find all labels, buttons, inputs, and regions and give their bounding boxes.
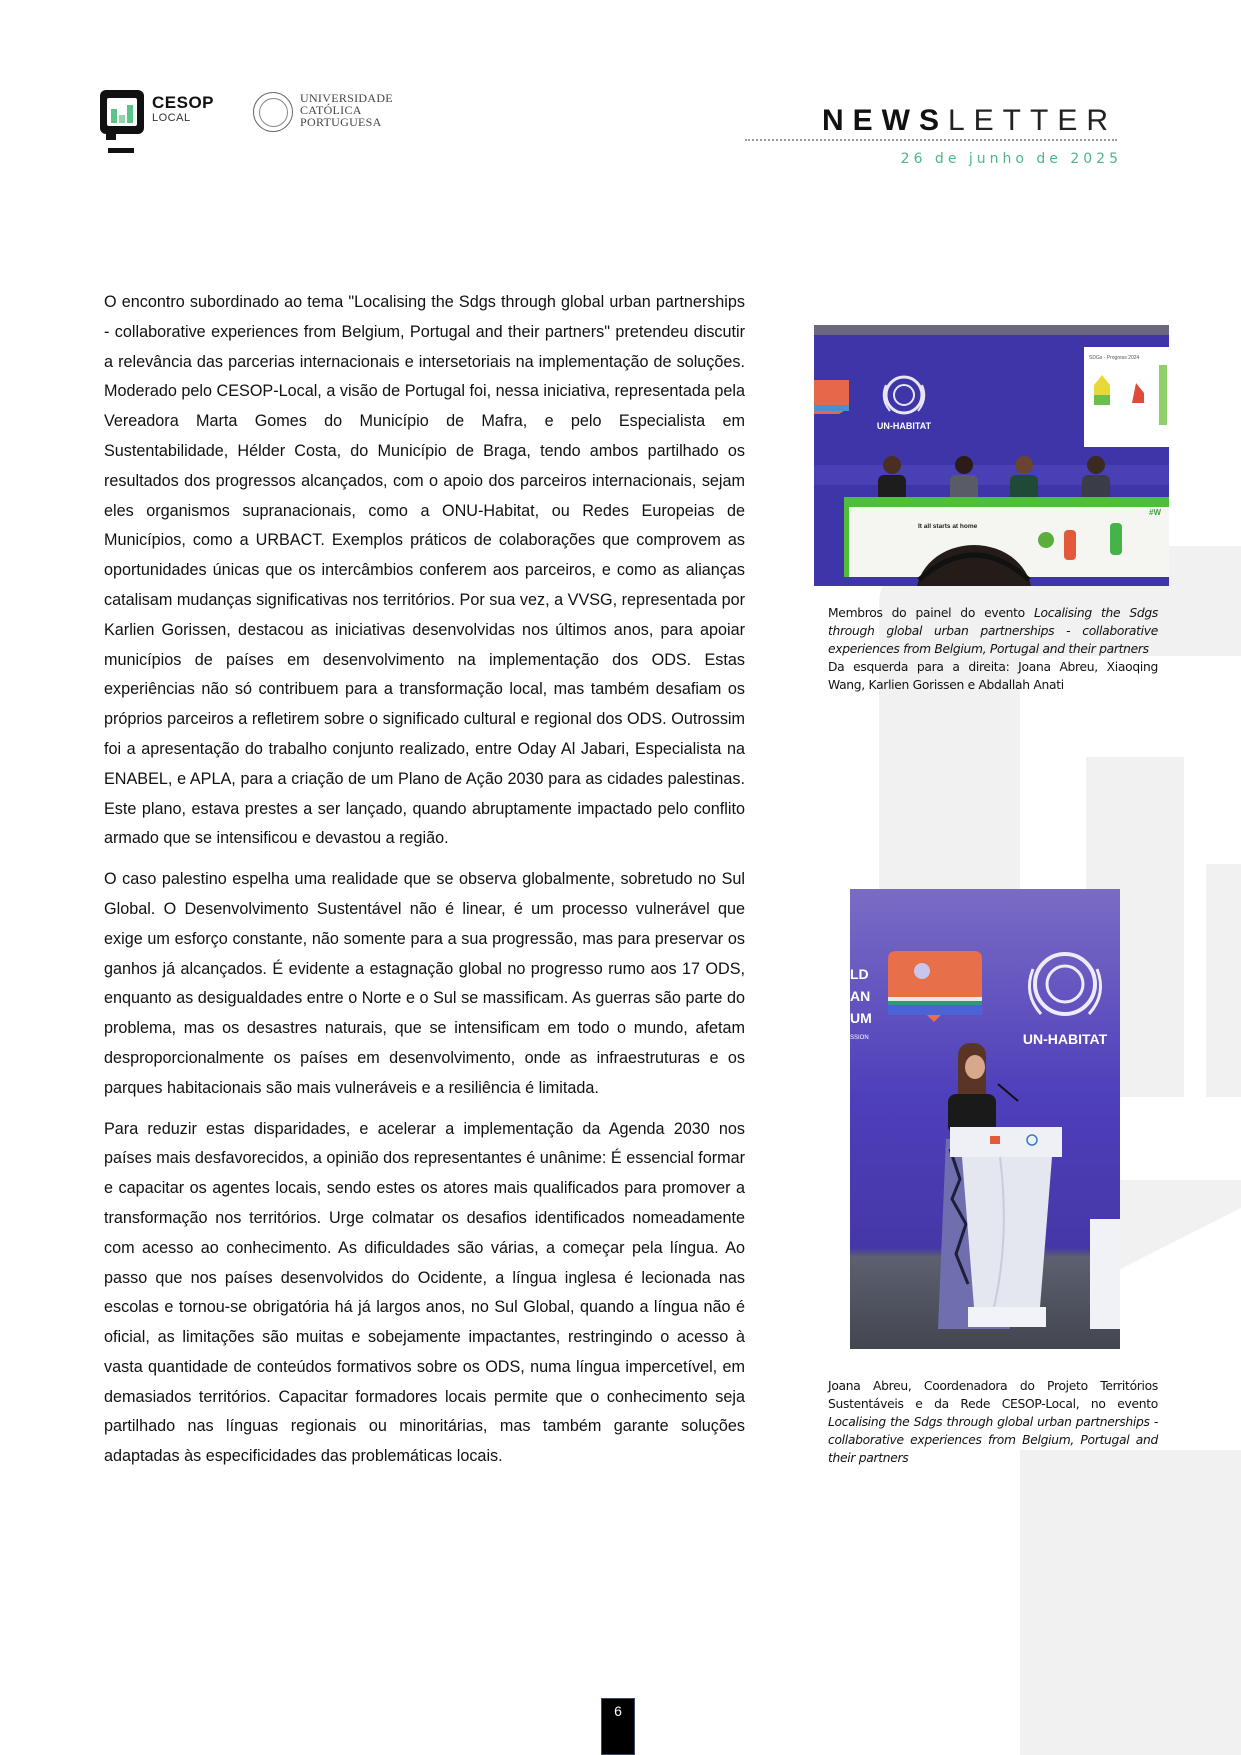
article-paragraph: O encontro subordinado ao tema "Localising the Sdgs through global urban partnerships - collaborative experiences from Belgium, Portugal and their partners" pretendeu discutir a relevância das parcerias internacionais e intersetoriais na implementação de soluções. Moderado pelo CESOP-Local, a visão de Portugal foi, nessa iniciativa, representada pela Vereadora Marta Gomes do Município de Mafra, e pelo Especialista em Sustentabilidade, Hélder Costa, do Município de Braga, tendo ambos partilhado os resultados dos progressos alcançados, com o apoio dos parceiros internacionais, sejam eles organismos supranacionais, como a ONU-Habitat, ou Redes Europeias de Municípios, como a URBACT. Exemplos práticos de colaborações que comprovem as oportunidades únicas que os intercâmbios conferem aos parceiros, e como as alianças catalisam mudanças significativas nos territórios. Por sua vez, a VVSG, representada por Karlien Gorissen, destacou as iniciativas desenvolvidas nos últimos anos, para apoiar municípios de países em desenvolvimento na implementação dos ODS. Estas experiências não só contribuem para a transformação local, mas também desafiam os próprios parceiros a refletirem sobre o significado cultural e regional dos ODS. Outrossim foi a apresentação do trabalho conjunto realizado, entre Oday Al Jabari, Especialista na ENABEL, e APLA, para a criação de um Plano de Ação 2030 para as cidades palestinas. Este plano, estava prestes a ser lançado, quando abruptamente impactado pelo conflito armado que se intensificou e devastou a região.: [104, 293, 745, 848]
article-paragraph: O caso palestino espelha uma realidade que se observa globalmente, sobretudo no Sul Global. O Desenvolvimento Sustentável não é linear, é um processo vulnerável que exige um esforço constante, não somente para a sua progressão, mas para preservar os ganhos já alcançados. É evidente a estagnação global no progresso rumo aos 17 ODS, enquanto as desigualdades entre o Norte e o Sul se massificam. As guerras são parte do problema, mas os desastres naturais, que se intensificam em todo o mundo, afetam desproporcionalmente os países em desenvolvimento, onde as infraestruturas e os parques habitacionais são mais vulneráveis e a resiliência é limitada.: [104, 870, 745, 1097]
caption-event-title: Localising the Sdgs through global urban partnerships - collaborative experiences from Belgium, Portugal and their partners: [828, 606, 1158, 656]
forum-letters: AN: [850, 988, 871, 1004]
speaker-photo-illustration: [850, 889, 1120, 1349]
university-seal-icon: [253, 92, 293, 132]
ucp-logo-line: CATÓLICA: [300, 103, 362, 117]
ucp-logo: [253, 92, 403, 138]
banner-text: It all starts at home: [918, 523, 978, 530]
caption-names: Da esquerda para a direita: Joana Abreu, Xiaoqing Wang, Karlien Gorissen e Abdallah Anati: [828, 660, 1158, 692]
watermark-shape: [1206, 864, 1241, 1097]
caption-text: Membros do painel do evento: [828, 606, 1034, 620]
ucp-logo-line: UNIVERSIDADE: [300, 91, 393, 105]
un-habitat-label: UN-HABITAT: [876, 421, 932, 431]
ucp-logo-line: PORTUGUESA: [300, 115, 382, 129]
newsletter-title: [822, 104, 1117, 138]
article-body: [104, 288, 745, 1483]
header-dotted-divider: [745, 139, 1117, 141]
slide-title: SDGs - Progress 2024: [1089, 355, 1140, 361]
cesop-chart-icon: [100, 90, 144, 134]
caption-event-title: Localising the Sdgs through global urban partnerships - collaborative experiences from Belgium, Portugal and their partners: [828, 1415, 1158, 1465]
forum-letters: UM: [850, 1010, 872, 1026]
cesop-logo-name: CESOP: [152, 93, 215, 112]
speaker-photo: [850, 889, 1120, 1349]
speaker-photo-caption: [828, 1377, 1158, 1467]
panel-photo-illustration: [814, 325, 1169, 586]
cesop-local-logo: [100, 90, 220, 155]
banner-hashtag: #W: [1149, 508, 1161, 517]
page-number: 6: [601, 1698, 635, 1755]
forum-letters: SSION: [850, 1035, 869, 1041]
newsletter-title-light: LETTER: [947, 104, 1117, 137]
newsletter-date: 26 de junho de 2025: [900, 151, 1122, 167]
newsletter-title-bold: NEWS: [821, 104, 948, 137]
panel-photo: [814, 325, 1169, 586]
forum-letters: LD: [850, 966, 869, 982]
caption-text: Joana Abreu, Coordenadora do Projeto Territórios Sustentáveis e da Rede CESOP-Local, no evento: [828, 1379, 1158, 1411]
article-paragraph: Para reduzir estas disparidades, e acelerar a implementação da Agenda 2030 nos países mais desfavorecidos, a opinião dos representantes é unânime: É essencial formar e capacitar os agentes locais, sendo estes os atores mais qualificados para promover a transformação nos territórios. Urge colmatar os desafios identificados nomeadamente com acesso ao conhecimento. As dificuldades são várias, a começar pela língua. Ao passo que nos países desenvolvidos do Ocidente, a língua inglesa é lecionada nas escolas e tornou-se obrigatória há já largos anos, no Sul Global, quando a língua não é oficial, as limitações são muitas e sobejamente impactantes, restringindo o acesso à vasta quantidade de conteúdos formativos sobre os ODS, numa língua impercetível, em demasiados territórios. Capacitar formadores locais permite que o conhecimento seja partilhado nas línguas regionais ou minoritárias, mas também garante soluções adaptadas às especificidades das problemáticas locais.: [104, 1119, 745, 1466]
un-habitat-label: UN-HABITAT: [1022, 1031, 1108, 1047]
cesop-logo-sub: LOCAL: [152, 112, 191, 124]
watermark-shape: [1020, 1450, 1241, 1755]
panel-photo-caption: [828, 604, 1158, 694]
